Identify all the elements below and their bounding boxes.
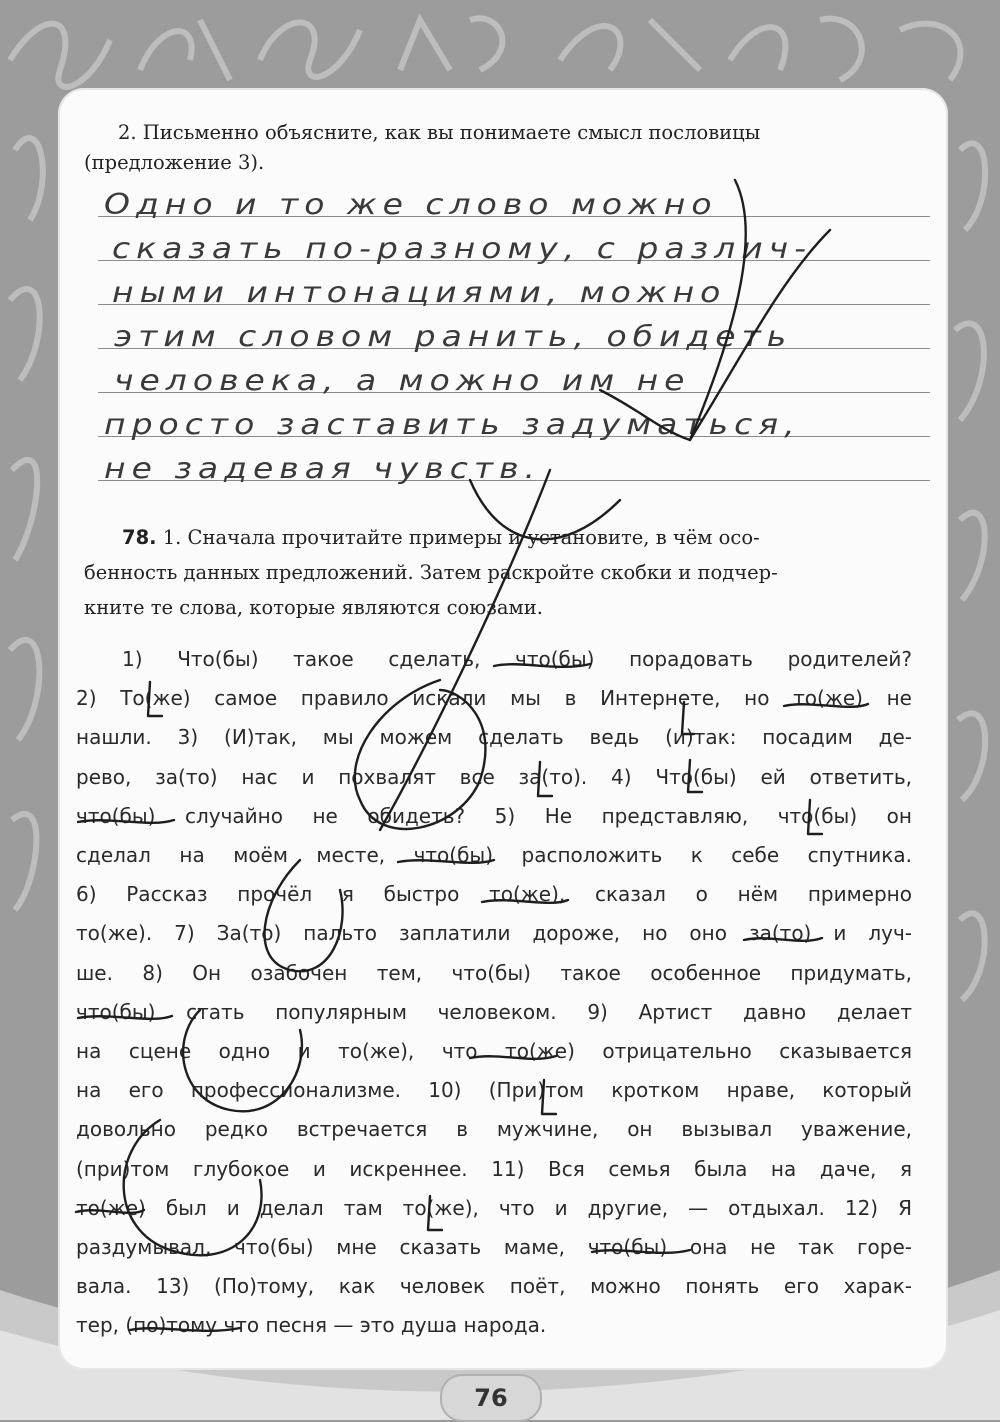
task78-line1: 1. Сначала прочитайте примеры и установите, в чём осо- (162, 526, 760, 549)
task78-line3: кните те слова, которые являются союзами. (84, 596, 543, 619)
example-line: тер, (по)тому что песня — это душа народа. (76, 1313, 547, 1338)
task2-instruction (84, 118, 924, 178)
example-line: 6) Рассказ прочёл я быстро то(же), сказал о нём примерно (76, 882, 912, 907)
task-number: 78. (122, 526, 157, 549)
example-line: 2) То(же) самое правило искали мы в Интернете, но то(же) не (76, 686, 912, 711)
task2-line2: (предложение 3). (84, 151, 265, 174)
example-line: довольно редко встречается в мужчине, он вызывал уважение, (76, 1117, 912, 1142)
example-line: на сцене одно и то(же), что то(же) отрицательно сказывается (76, 1039, 912, 1064)
example-line: 1) Что(бы) такое сделать, что(бы) порадовать родителей? (122, 647, 912, 671)
task2-line1: 2. Письменно объясните, как вы понимаете смысл пословицы (118, 121, 761, 144)
example-line: сделал на моём месте, что(бы) расположить к себе спутника. (76, 843, 912, 868)
page-number: 76 (440, 1374, 542, 1422)
example-line: вала. 13) (По)тому, как человек поёт, можно понять его харак- (76, 1274, 912, 1299)
example-line: (при)том глубокое и искреннее. 11) Вся семья была на даче, я (76, 1156, 912, 1181)
example-line: на его профессионализме. 10) (При)том кротком нраве, который (76, 1078, 912, 1103)
example-line: что(бы) стать популярным человеком. 9) Артист давно делает (76, 999, 912, 1024)
example-line: ше. 8) Он озабочен тем, что(бы) такое особенное придумать, (76, 960, 912, 985)
examples-paragraph (76, 640, 912, 1346)
handwritten-line: ными интонациями, можно (112, 275, 727, 309)
task78-instruction (84, 520, 916, 625)
example-line: рево, за(то) нас и похвалят все за(то). 4) Что(бы) ей ответить, (76, 764, 912, 789)
example-line: то(же). 7) За(то) пальто заплатили дороже, но оно за(то) и луч- (76, 921, 912, 946)
handwritten-line: этим словом ранить, обидеть (114, 319, 793, 353)
handwritten-line: сказать по-разному, с различ- (112, 231, 813, 265)
example-line: что(бы) случайно не обидеть? 5) Не представляю, что(бы) он (76, 803, 912, 828)
handwritten-line: просто заставить задуматься, (104, 407, 801, 441)
example-line: нашли. 3) (И)так, мы можем сделать ведь (и)так: посадим де- (76, 725, 912, 750)
handwritten-line: Одно и то же слово можно (104, 187, 718, 221)
example-line: то(же) был и делал там то(же), что и другие, — отдыхал. 12) Я (76, 1195, 912, 1220)
example-line: раздумывал, что(бы) мне сказать маме, что(бы) она не так горе- (76, 1235, 912, 1260)
handwritten-line: человека, а можно им не (114, 363, 691, 397)
task78-line2: бенность данных предложений. Затем раскройте скобки и подчер- (84, 561, 778, 584)
handwritten-line: не задевая чувств. (104, 451, 542, 485)
